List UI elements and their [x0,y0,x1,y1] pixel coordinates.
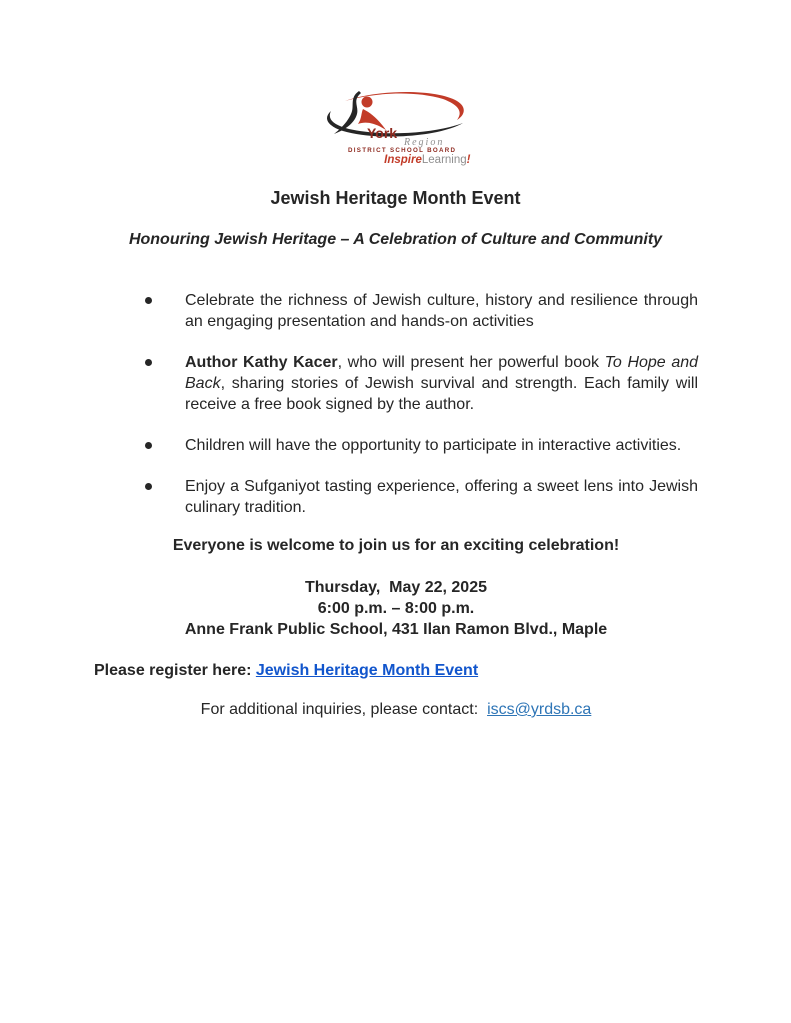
logo-tagline [321,153,471,167]
flyer-body [94,290,698,720]
bullet-dot [145,297,152,304]
bullet-dot [145,359,152,366]
page-title: Jewish Heritage Month Event [270,188,521,208]
event-subtitle: Honouring Jewish Heritage – A Celebration of Culture and Community [128,231,663,248]
logo-york-text: York [366,125,397,141]
bullet-item [94,476,698,518]
event-location: Anne Frank Public School, 431 Ilan Ramon Blvd., Maple [184,621,608,638]
event-details [94,577,698,640]
register-link[interactable]: Jewish Heritage Month Event [255,662,479,679]
event-date: Thursday, May 22, 2025 [304,579,487,596]
yrdsb-logo [321,85,471,167]
event-bullet-list [94,290,698,518]
contact-line [94,699,698,720]
bullet-dot [145,483,152,490]
bullet-item [94,352,698,415]
logo-tagline-bang: ! [466,154,471,166]
bullet-text: Enjoy a Sufganiyot tasting experience, offering a sweet lens into Jewish culinary tradition. [185,478,698,516]
contact-email-link[interactable]: iscs@yrdsb.ca [487,701,592,718]
register-line [94,660,698,681]
bullet-dot [145,442,152,449]
event-time: 6:00 p.m. – 8:00 p.m. [317,600,475,617]
bullet-text: Children will have the opportunity to participate in interactive activities. [185,437,682,454]
bullet-text: Author Kathy Kacer, who will present her powerful book To Hope and Back, sharing stories of Jewish survival and strength. Each family will receive a free book signed by the author. [185,354,699,413]
logo-figure-head [361,97,372,108]
logo-region-text: Region [403,137,444,148]
register-label: Please register here: [94,662,256,679]
logo-tagline-learning: Learning [421,154,467,166]
bullet-text: Celebrate the richness of Jewish culture, history and resilience through an engaging presentation and hands-on activities [185,292,698,330]
logo-board-text: DISTRICT SCHOOL BOARD [347,147,456,153]
contact-label: For additional inquiries, please contact: [200,701,488,718]
yrdsb-logo-mark [321,85,471,153]
logo-tagline-inspire: Inspire [384,154,422,166]
bullet-item [94,290,698,332]
welcome-line: Everyone is welcome to join us for an exciting celebration! [172,537,620,554]
bullet-item [94,435,698,456]
